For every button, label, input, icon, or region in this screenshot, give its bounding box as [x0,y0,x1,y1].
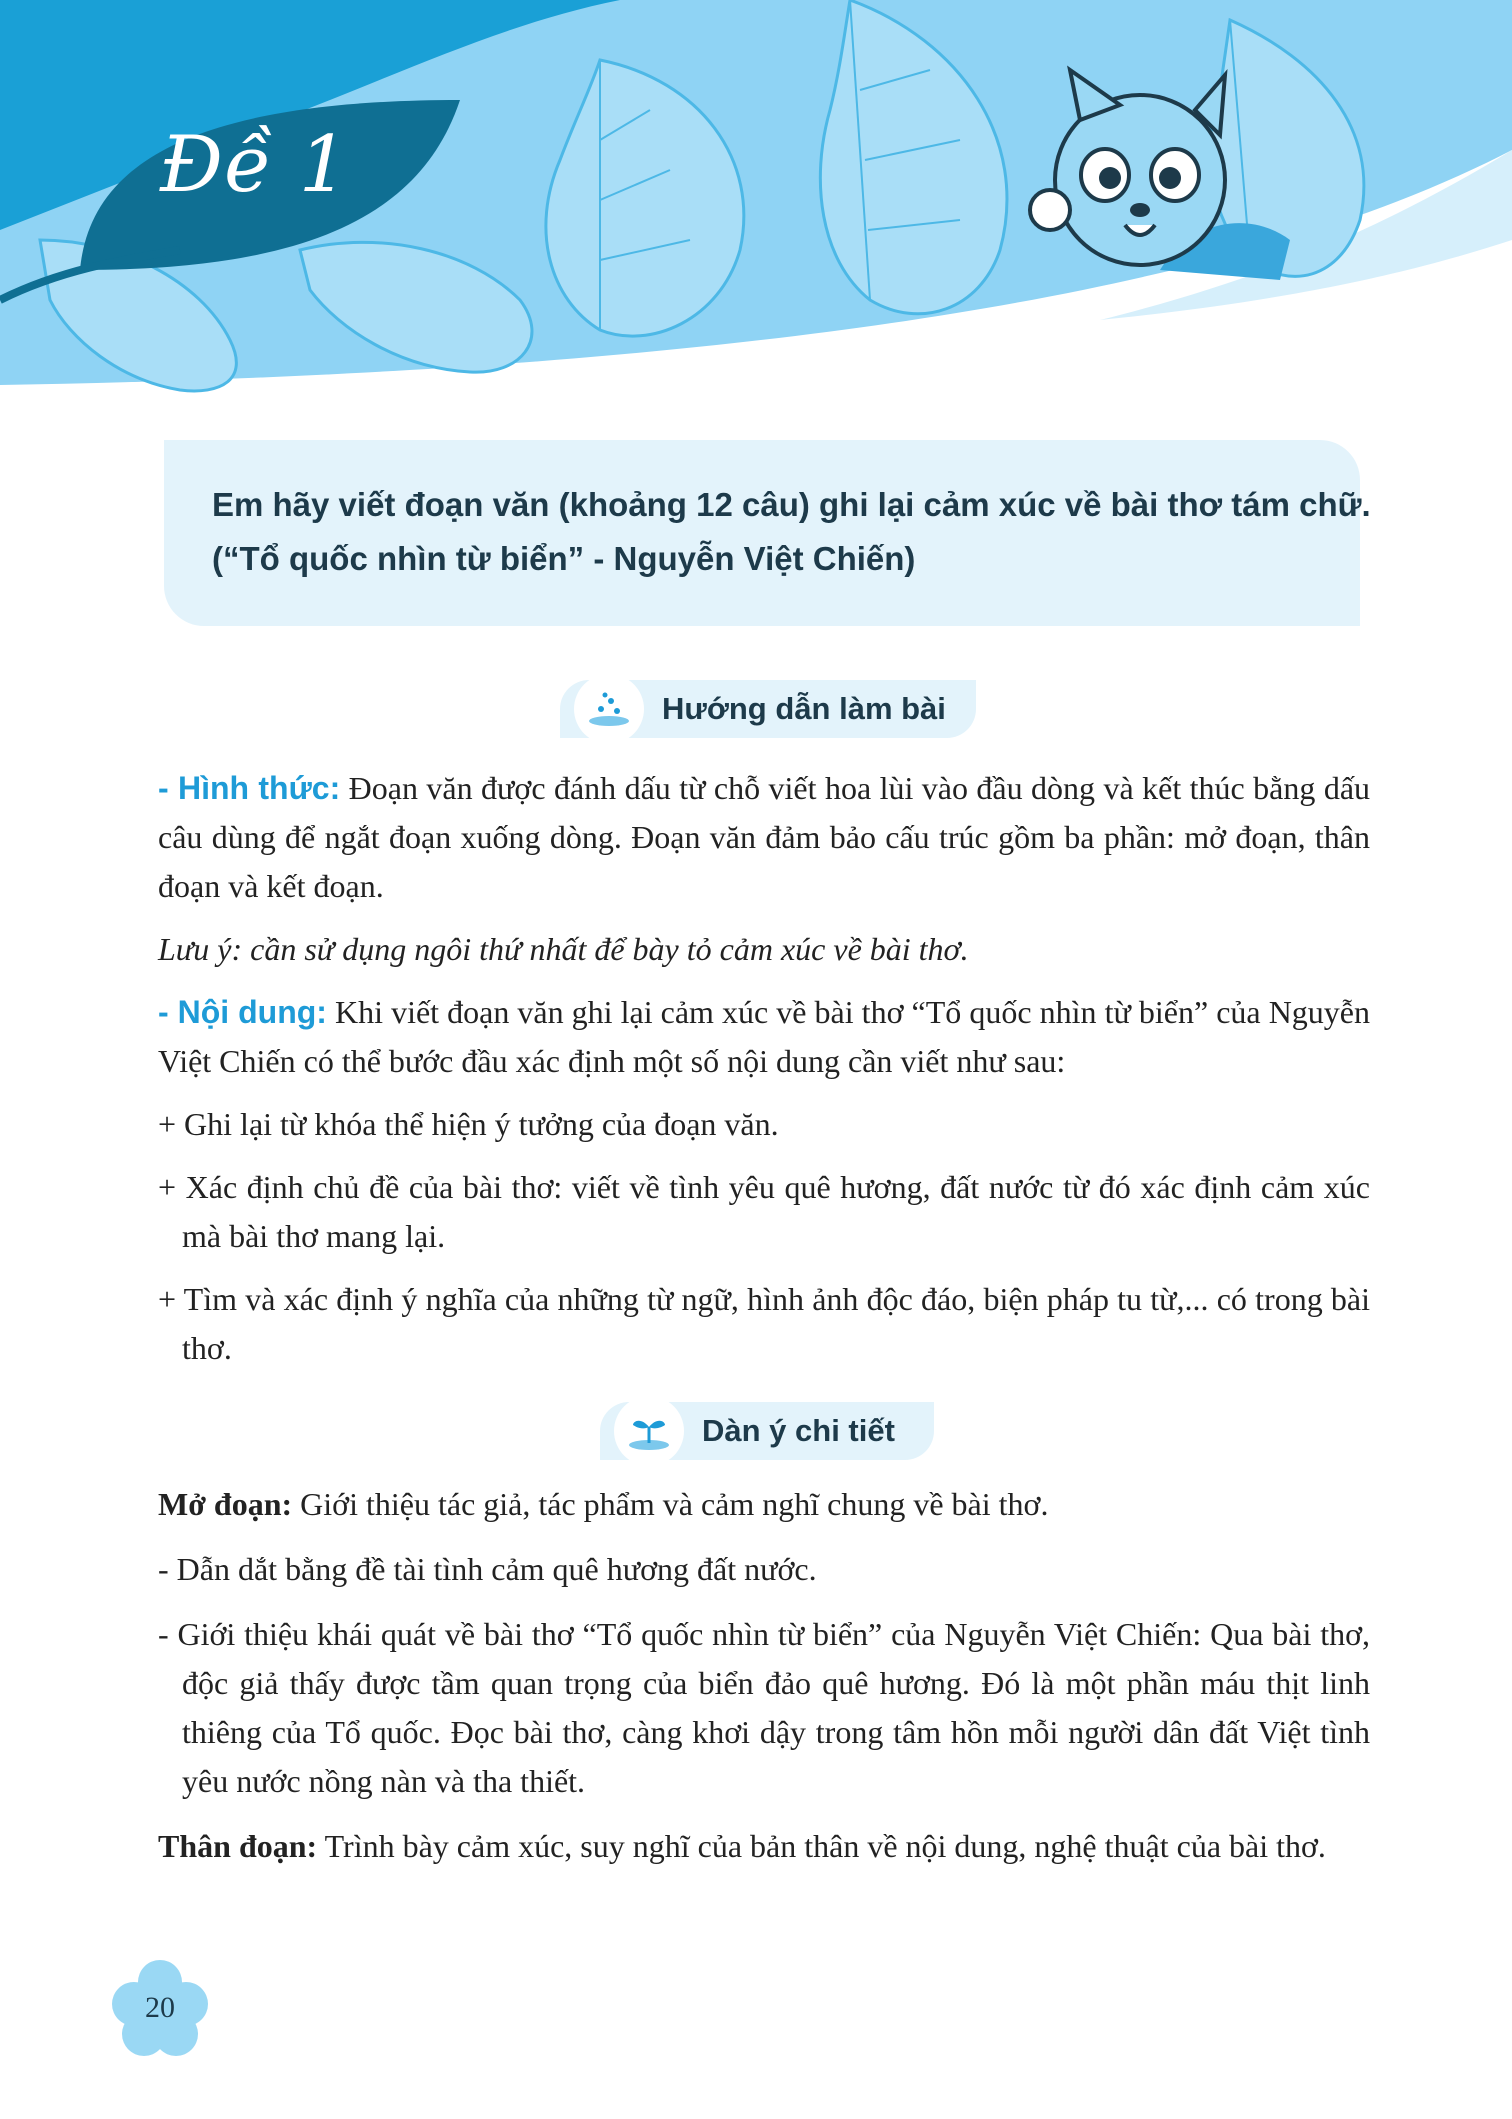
body-paragraph [158,1822,1370,1871]
intro-point: - Dẫn dắt bằng đề tài tình cảm quê hương đất nước. [158,1551,817,1587]
form-text: Đoạn văn được đánh dấu từ chỗ viết hoa lùi vào đầu dòng và kết thúc bằng dấu câu dùng để ngắt đoạn xuống dòng. Đoạn văn đảm bảo cấu trúc gồm ba phần: mở đoạn, thân đoạn và kết đoạn. [158,770,1371,904]
note-text: Lưu ý: cần sử dụng ngôi thứ nhất để bày tỏ cảm xúc về bài thơ. [158,931,969,967]
outline-content [158,1480,1370,1871]
intro-point: - Giới thiệu khái quát về bài thơ “Tổ quốc nhìn từ biển” của Nguyễn Việt Chiến: Qua bài thơ, độc giả thấy được tầm quan trọng của biển đảo quê hương. Đó là một phần máu thịt linh thiêng của Tổ quốc. Đọc bài thơ, càng khơi dậy trong tâm hồn mỗi người dân đất Việt tình yêu nước nồng nàn và tha thiết. [158,1616,1370,1799]
content-text: Khi viết đoạn văn ghi lại cảm xúc về bài thơ “Tổ quốc nhìn từ biển” của Nguyễn Việt Chiến có thể bước đầu xác định một số nội dung cần viết như sau: [158,994,1371,1079]
section-heading-guide [560,680,976,738]
intro-text: Giới thiệu tác giả, tác phẩm và cảm nghĩ chung về bài thơ. [300,1486,1049,1522]
task-line-1: Em hãy viết đoạn văn (khoảng 12 câu) ghi lại cảm xúc về bài thơ tám chữ. [212,486,1371,523]
water-drops-icon [574,674,644,744]
intro-label: Mở đoạn: [158,1486,293,1522]
content-paragraph [158,988,1370,1086]
section-heading-outline-label: Dàn ý chi tiết [702,1413,895,1448]
content-label: - Nội dung: [158,994,327,1030]
page-title: Đề 1 [160,120,350,210]
step-item: + Tìm và xác định ý nghĩa của những từ ngữ, hình ảnh độc đáo, biện pháp tu từ,... có trong bài thơ. [158,1281,1370,1366]
task-line-2: (“Tổ quốc nhìn từ biển” - Nguyễn Việt Chiến) [212,540,916,577]
form-label: - Hình thức: [158,770,341,806]
form-paragraph [158,764,1370,911]
section-heading-outline [600,1402,934,1460]
body-text: Trình bày cảm xúc, suy nghĩ của bản thân về nội dung, nghệ thuật của bài thơ. [324,1828,1326,1864]
intro-paragraph [158,1480,1370,1529]
red-panda-mascot-icon [1010,60,1300,290]
step-item: + Xác định chủ đề của bài thơ: viết về tình yêu quê hương, đất nước từ đó xác định cảm xúc mà bài thơ mang lại. [158,1169,1370,1254]
task-prompt-box [164,440,1371,626]
section-heading-guide-label: Hướng dẫn làm bài [662,691,946,726]
page-number: 20 [145,1991,175,2024]
body-label: Thân đoạn: [158,1828,318,1864]
step-item: + Ghi lại từ khóa thể hiện ý tưởng của đoạn văn. [158,1106,779,1142]
header-banner [0,0,1512,400]
sprout-island-icon [614,1396,684,1466]
guide-content [158,764,1370,1373]
page-number-badge [112,1960,208,2056]
